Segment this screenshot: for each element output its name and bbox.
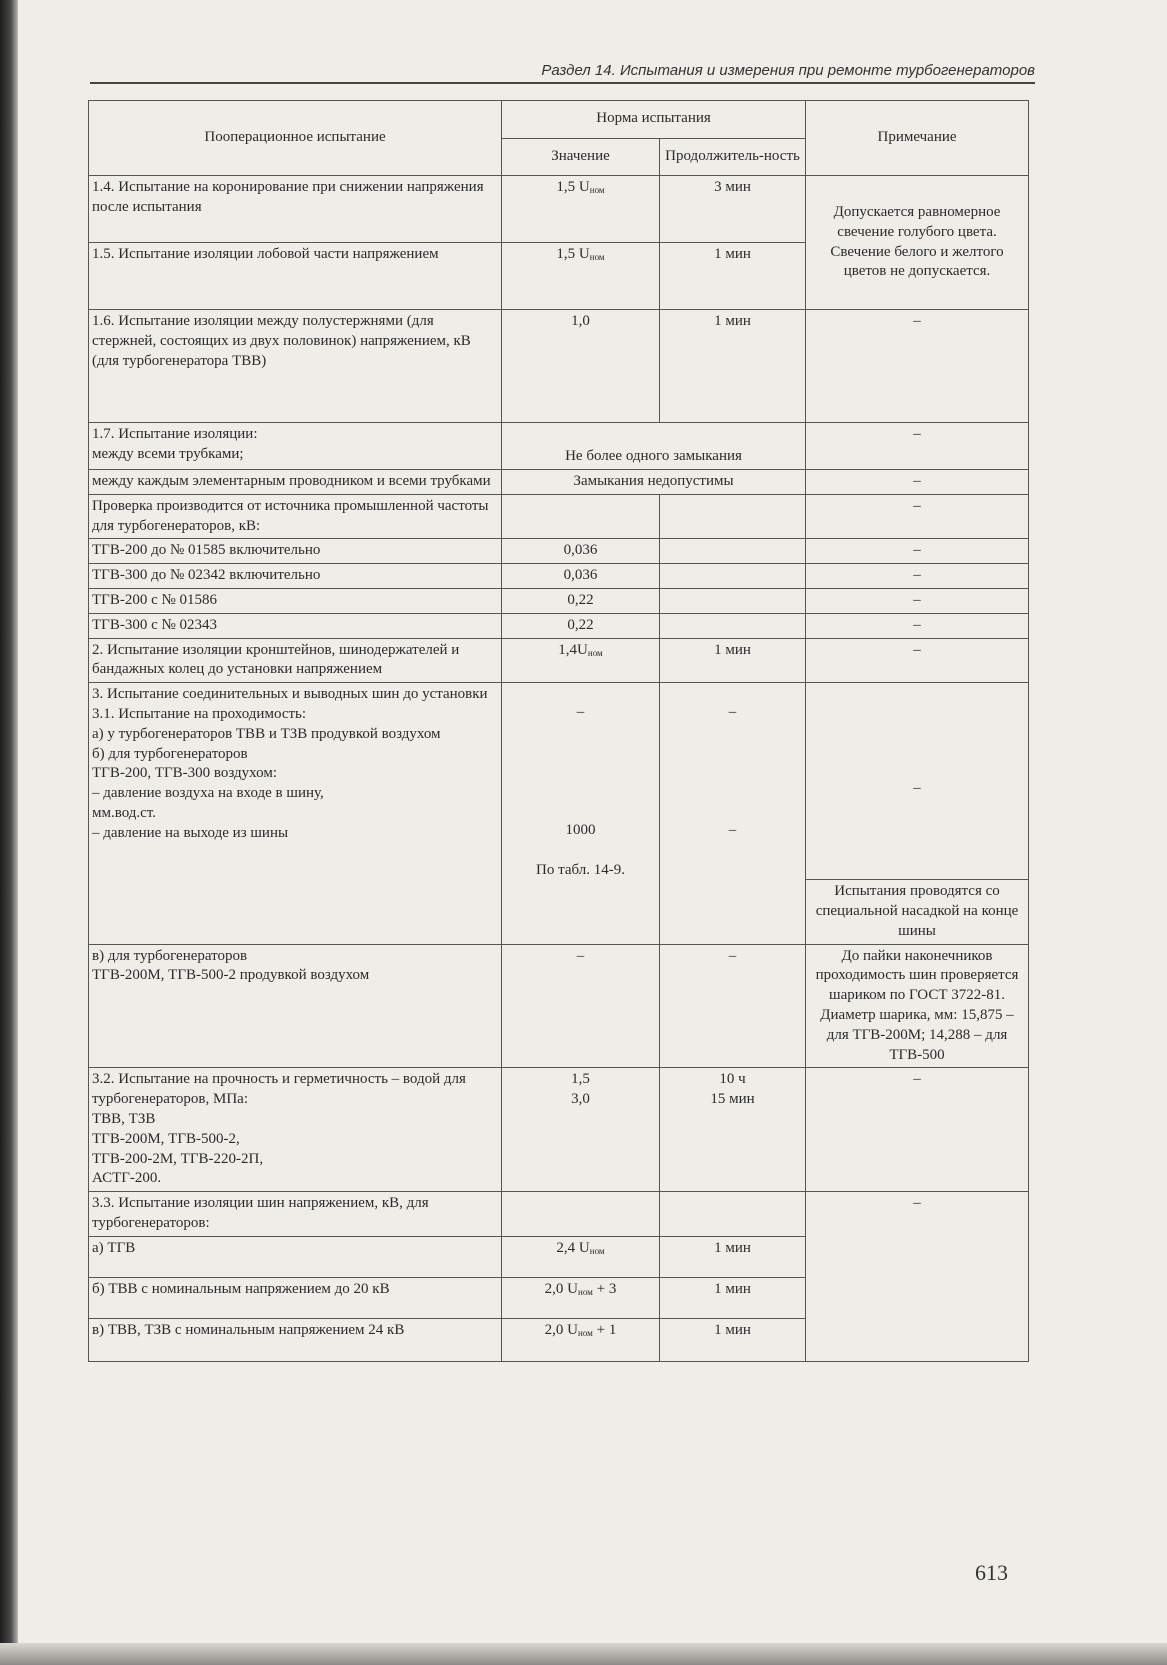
header-value: Значение <box>502 138 660 176</box>
row-3v-line: в) для турбогенераторов <box>92 947 248 964</box>
row-3-2-duration <box>660 1068 806 1192</box>
row-1-4-duration: 3 мин <box>660 176 806 243</box>
row-1-7-item-value: 0,036 <box>502 564 660 589</box>
row-1-6-duration: 1 мин <box>660 310 806 423</box>
row-3-value-b1: 1000 <box>565 821 596 838</box>
row-3v-line: ТГВ-200М, ТГВ-500-2 продувкой воздухом <box>92 967 370 984</box>
row-1-7-item-note: – <box>806 564 1029 589</box>
row-1-7-title: 1.7. Испытание изоляции: <box>92 426 258 442</box>
row-3v-duration: – <box>660 944 806 1068</box>
page-edge-bottom <box>0 1643 1167 1665</box>
table-row <box>89 613 1029 638</box>
row-3-value-a: – <box>576 704 585 721</box>
row-3v-name <box>89 944 502 1068</box>
header-norm: Норма испытания <box>502 101 806 139</box>
row-3v-value: – <box>502 944 660 1068</box>
row-3-2-line: ТГВ-200М, ТГВ-500-2, <box>92 1130 240 1147</box>
row-3-3-title-duration <box>660 1192 806 1237</box>
row-1-7-b-name: между каждым элементарным проводником и всеми трубками <box>89 470 502 495</box>
row-1-7-check-note: – <box>806 494 1029 539</box>
row-3-value-b2: По табл. 14-9. <box>536 861 625 878</box>
row-3-3-item-name: в) ТВВ, ТЗВ с номинальным напряжением 24 кВ <box>89 1318 502 1361</box>
row-3-note <box>806 683 1029 944</box>
row-1-7-item-duration <box>660 564 806 589</box>
row-3-3-item-duration: 1 мин <box>660 1318 806 1361</box>
row-1-6-name: 1.6. Испытание изоляции между полустержнями (для стержней, состоящих из двух половинок) напряжением, кВ (для турбогенератора ТВВ) <box>89 310 502 423</box>
row-1-7-item-name: ТГВ-300 до № 02342 включительно <box>89 564 502 589</box>
row-1-5-duration: 1 мин <box>660 243 806 310</box>
row-1-7-item-note: – <box>806 588 1029 613</box>
row-3-3-item-value: 2,0 $U_{ном} + 3$ <box>502 1277 660 1318</box>
row-1-7-item-name: ТГВ-200 до № 01585 включительно <box>89 539 502 564</box>
row-3-line: – давление на выходе из шины <box>92 824 289 841</box>
row-3-value <box>502 683 660 944</box>
row-1-7-b-value: Замыкания недопустимы <box>502 470 806 495</box>
row-3-2-line: 3.2. Испытание на прочность и герметичность – водой для турбогенераторов, МПа: <box>92 1071 466 1108</box>
row-3-2-d2: 15 мин <box>710 1091 755 1108</box>
row-3-note-a: – <box>913 780 921 797</box>
row-3-line: – давление воздуха на входе в шину, мм.вод.ст. <box>92 785 324 821</box>
row-1-7-item-name: ТГВ-300 с № 02343 <box>89 613 502 638</box>
row-2-value: $1,4U_{ном}$ <box>502 638 660 683</box>
row-3-2-v1: 1,5 <box>571 1071 590 1088</box>
row-1-7-item-value: 0,22 <box>502 588 660 613</box>
page-number: 613 <box>975 1560 1008 1585</box>
row-3-2-value <box>502 1068 660 1192</box>
row-1-4-name: 1.4. Испытание на коронирование при снижении напряжения после испытания <box>89 176 502 243</box>
note-corona: Допускается равномерное свечение голубого цвета. Свечение белого и желтого цветов не допускается. <box>806 176 1029 310</box>
table-row <box>89 539 1029 564</box>
row-1-7-check-duration <box>660 494 806 539</box>
row-3-duration-b: – <box>728 821 737 838</box>
row-2-duration: 1 мин <box>660 638 806 683</box>
row-3-line: а) у турбогенераторов ТВВ и ТЗВ продувкой воздухом <box>92 725 441 742</box>
row-3-3-item-duration: 1 мин <box>660 1277 806 1318</box>
row-1-7-item-duration <box>660 588 806 613</box>
row-3-3-item-value: 2,0 $U_{ном} + 1$ <box>502 1318 660 1361</box>
row-3-3-note: – <box>806 1192 1029 1362</box>
row-3-3-title: 3.3. Испытание изоляции шин напряжением, кВ, для турбогенераторов: <box>89 1192 502 1237</box>
row-1-7-item-note: – <box>806 539 1029 564</box>
table-row <box>89 1068 1029 1192</box>
row-3-line: 3.1. Испытание на проходимость: <box>92 705 307 722</box>
header-note: Примечание <box>806 101 1029 176</box>
table-row <box>89 494 1029 539</box>
table-row <box>89 470 1029 495</box>
row-3-line: 3. Испытание соединительных и выводных шин до установки <box>92 686 488 703</box>
row-1-7-check-value <box>502 494 660 539</box>
row-3-3-title-value <box>502 1192 660 1237</box>
row-3-3-item-name: б) ТВВ с номинальным напряжением до 20 кВ <box>89 1277 502 1318</box>
row-1-4-value: 1,5 $U_{ном}$ <box>502 176 660 243</box>
row-3-2-d1: 10 ч <box>719 1071 746 1088</box>
row-3-line: ТГВ-200, ТГВ-300 воздухом: <box>92 765 277 782</box>
row-2-note: – <box>806 638 1029 683</box>
row-3-3-item-duration: 1 мин <box>660 1236 806 1277</box>
row-3-duration-a: – <box>728 704 737 721</box>
table-row <box>89 588 1029 613</box>
table-row <box>89 944 1029 1068</box>
row-1-6-note: – <box>806 310 1029 423</box>
row-3-2-line: АСТГ-200. <box>92 1170 162 1187</box>
row-3-line: б) для турбогенераторов <box>92 745 248 762</box>
row-1-7-item-value: 0,22 <box>502 613 660 638</box>
header-test: Пооперационное испытание <box>89 101 502 176</box>
table-row <box>89 638 1029 683</box>
row-3-2-name <box>89 1068 502 1192</box>
row-1-5-value: 1,5 $U_{ном}$ <box>502 243 660 310</box>
row-1-7-a-name: между всеми трубками; <box>92 445 244 462</box>
header-duration: Продолжитель-ность <box>660 138 806 176</box>
book-spine-shadow <box>0 0 18 1665</box>
row-1-7-name <box>89 423 502 470</box>
row-1-5-name: 1.5. Испытание изоляции лобовой части напряжением <box>89 243 502 310</box>
row-1-7-item-name: ТГВ-200 с № 01586 <box>89 588 502 613</box>
row-3-2-note: – <box>806 1068 1029 1192</box>
table-row <box>89 1192 1029 1237</box>
row-1-7-b-note: – <box>806 470 1029 495</box>
table-header-row <box>89 101 1029 139</box>
row-3v-note: До пайки наконечников проходимость шин проверяется шариком по ГОСТ 3722-81. Диаметр шарика, мм: 15,875 – для ТГВ-200М; 14,288 – для ТГВ-500 <box>806 944 1029 1068</box>
row-3-2-line: ТГВ-200-2М, ТГВ-220-2П, <box>92 1150 264 1167</box>
row-1-7-a-value: Не более одного замыкания <box>502 423 806 470</box>
table-row <box>89 423 1029 470</box>
row-3-2-line: ТВВ, ТЗВ <box>92 1110 156 1127</box>
row-1-7-item-value: 0,036 <box>502 539 660 564</box>
row-1-6-value: 1,0 <box>502 310 660 423</box>
row-3-2-v2: 3,0 <box>571 1091 590 1108</box>
row-1-7-a-note: – <box>806 423 1029 470</box>
row-3-3-item-name: а) ТГВ <box>89 1236 502 1277</box>
row-1-7-check-name: Проверка производится от источника промышленной частоты для турбогенераторов, кВ: <box>89 494 502 539</box>
table-row <box>89 683 1029 944</box>
row-3-3-item-value: 2,4 $U_{ном}$ <box>502 1236 660 1277</box>
running-header: Раздел 14. Испытания и измерения при ремонте турбогенераторов <box>90 62 1035 84</box>
table-row <box>89 310 1029 423</box>
row-2-name: 2. Испытание изоляции кронштейнов, шинодержателей и бандажных колец до установки напряжением <box>89 638 502 683</box>
table-row <box>89 564 1029 589</box>
test-norms-table <box>88 100 1029 1362</box>
row-1-7-item-duration <box>660 539 806 564</box>
row-1-7-item-duration <box>660 613 806 638</box>
row-3-duration <box>660 683 806 944</box>
row-1-7-item-note: – <box>806 613 1029 638</box>
row-3-note-b2: Испытания проводятся со специальной насадкой на конце шины <box>806 879 1028 943</box>
table-row <box>89 176 1029 243</box>
row-3-name <box>89 683 502 944</box>
